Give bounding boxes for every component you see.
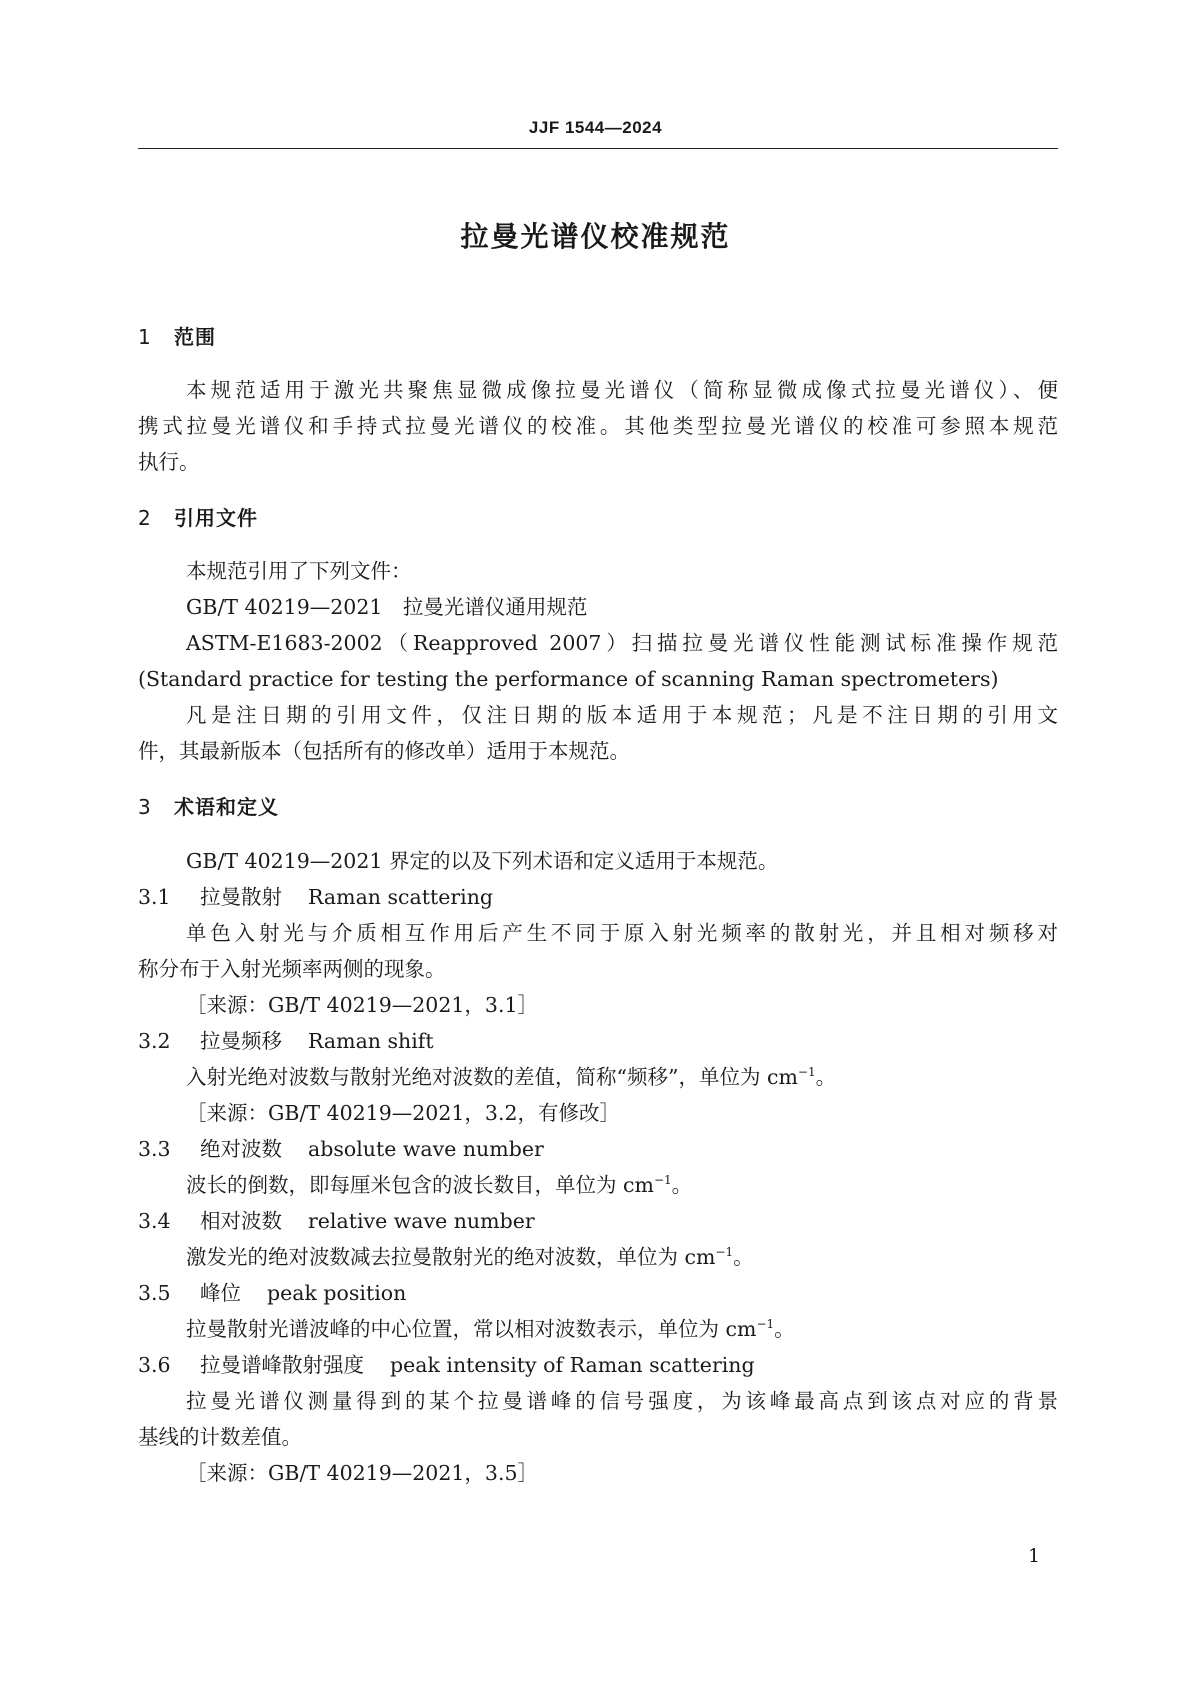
term-heading (138, 1026, 434, 1056)
paragraph-line: GB/T 40219—2021 界定的以及下列术语和定义适用于本规范。 (186, 849, 779, 873)
definition-text: 入射光绝对波数与散射光绝对波数的差值，简称“频移”，单位为 (186, 1065, 767, 1089)
term-chinese: 拉曼谱峰散射强度 (200, 1353, 364, 1377)
unit-exponent: −1 (756, 1317, 775, 1331)
term-chinese: 相对波数 (200, 1209, 282, 1233)
header-rule (138, 148, 1058, 149)
reference-item: ASTM-E1683-2002（Reapproved 2007）扫描拉曼光谱仪性能测试标准操作规范 (186, 631, 1058, 655)
term-chinese: 拉曼频移 (200, 1029, 282, 1053)
term-definition (138, 1062, 1058, 1092)
term-definition: 拉曼光谱仪测量得到的某个拉曼谱峰的信号强度，为该峰最高点到该点对应的背景 (186, 1389, 1058, 1413)
definition-text: 激发光的绝对波数减去拉曼散射光的绝对波数，单位为 (186, 1245, 685, 1269)
term-english: Raman shift (308, 1029, 434, 1053)
term-definition: 称分布于入射光频率两侧的现象。 (138, 957, 446, 981)
term-heading (138, 1278, 406, 1308)
term-chinese: 峰位 (200, 1281, 241, 1305)
paragraph-line: 凡是注日期的引用文件，仅注日期的版本适用于本规范；凡是不注日期的引用文 (186, 703, 1058, 727)
reference-item-continued: (Standard practice for testing the performance of scanning Raman spectrometers) (138, 667, 999, 691)
paragraph-line: 本规范引用了下列文件： (186, 559, 412, 583)
term-number: 3.2 (138, 1029, 171, 1053)
term-definition: 基线的计数差值。 (138, 1425, 302, 1449)
term-heading (138, 1134, 544, 1164)
unit-text: cm (766, 1065, 798, 1089)
definition-text: 波长的倒数，即每厘米包含的波长数目，单位为 (186, 1173, 624, 1197)
definition-text: 拉曼散射光谱波峰的中心位置，常以相对波数表示，单位为 (186, 1317, 726, 1341)
unit-exponent: −1 (653, 1173, 672, 1187)
section-title: 引用文件 (174, 506, 258, 530)
paragraph-line: 执行。 (138, 450, 200, 474)
unit-text: cm (725, 1317, 757, 1341)
paragraph-line: 携式拉曼光谱仪和手持式拉曼光谱仪的校准。其他类型拉曼光谱仪的校准可参照本规范 (138, 414, 1058, 438)
standard-code-header: JJF 1544—2024 (528, 118, 663, 137)
unit-text: cm (684, 1245, 716, 1269)
term-english: peak position (267, 1281, 407, 1305)
term-source: ［来源：GB/T 40219—2021，3.2，有修改］ (186, 1101, 621, 1125)
reference-item: GB/T 40219—2021 拉曼光谱仪通用规范 (186, 595, 588, 619)
section-number: 3 (138, 795, 152, 819)
section-1-heading (138, 322, 216, 352)
section-3-heading (138, 792, 279, 822)
section-title: 范围 (174, 325, 216, 349)
unit-exponent: −1 (715, 1245, 734, 1259)
unit-text: cm (623, 1173, 654, 1197)
page-number: 1 (1028, 1545, 1041, 1567)
period: 。 (815, 1065, 837, 1089)
term-english: absolute wave number (308, 1137, 544, 1161)
term-number: 3.3 (138, 1137, 171, 1161)
term-source: ［来源：GB/T 40219—2021，3.1］ (186, 993, 539, 1017)
term-english: relative wave number (308, 1209, 535, 1233)
term-english: peak intensity of Raman scattering (390, 1353, 755, 1377)
term-definition (138, 1242, 1058, 1272)
paragraph-line: 本规范适用于激光共聚焦显微成像拉曼光谱仪（简称显微成像式拉曼光谱仪）、便 (186, 378, 1058, 402)
period: 。 (671, 1173, 693, 1197)
term-heading (138, 882, 493, 912)
term-number: 3.5 (138, 1281, 171, 1305)
paragraph-line: 件，其最新版本（包括所有的修改单）适用于本规范。 (138, 739, 630, 763)
term-definition: 单色入射光与介质相互作用后产生不同于原入射光频率的散射光，并且相对频移对 (186, 921, 1058, 945)
term-heading (138, 1350, 755, 1380)
term-source: ［来源：GB/T 40219—2021，3.5］ (186, 1461, 539, 1485)
section-title: 术语和定义 (174, 795, 279, 819)
term-heading (138, 1206, 535, 1236)
term-english: Raman scattering (308, 885, 494, 909)
unit-exponent: −1 (797, 1065, 816, 1079)
period: 。 (733, 1245, 754, 1269)
term-chinese: 拉曼散射 (200, 885, 282, 909)
term-number: 3.1 (138, 885, 171, 909)
term-definition (138, 1314, 1058, 1344)
section-number: 2 (138, 506, 152, 530)
term-number: 3.6 (138, 1353, 171, 1377)
document-title: 拉曼光谱仪校准规范 (460, 220, 731, 253)
section-2-heading (138, 503, 258, 533)
period: 。 (774, 1317, 795, 1341)
term-number: 3.4 (138, 1209, 171, 1233)
term-chinese: 绝对波数 (200, 1137, 282, 1161)
term-definition (138, 1170, 1058, 1200)
section-number: 1 (138, 325, 152, 349)
